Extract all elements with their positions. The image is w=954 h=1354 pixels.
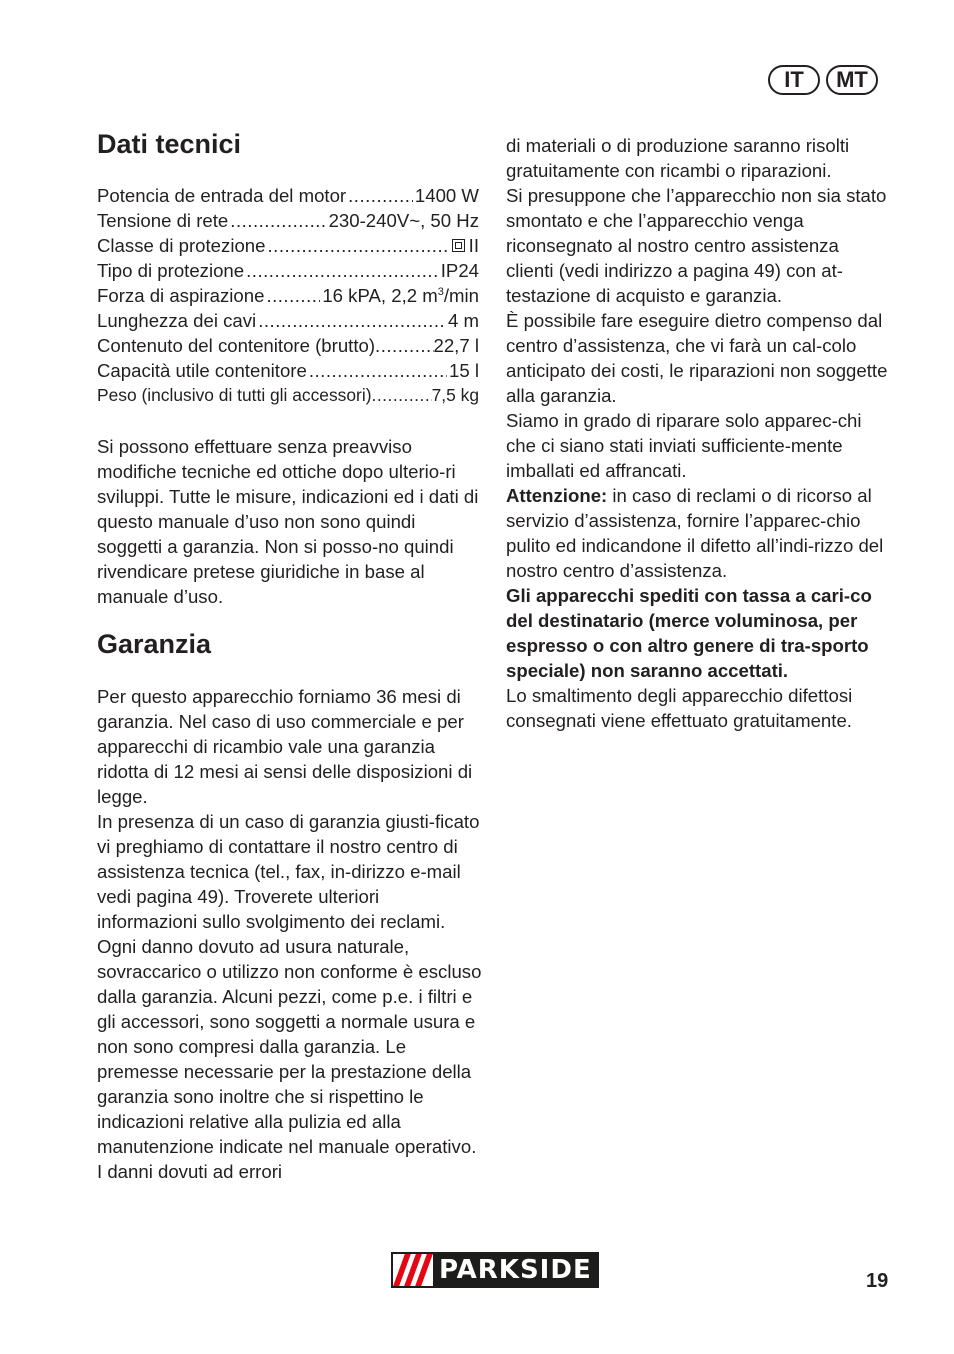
warranty-paragraph: È possibile fare eseguire dietro compenso dal centro d’assistenza, che vi farà un cal-colo anticipato dei costi, le riparazioni non soggette alla garanzia. <box>506 310 888 406</box>
warranty-paragraph: di materiali o di produzione saranno risolti gratuitamente con ricambi o riparazioni. <box>506 135 850 181</box>
spec-label: Lunghezza dei cavi <box>97 310 257 331</box>
spec-label: Tensione di rete <box>97 210 229 231</box>
specs-note: Si possono effettuare senza preavviso modifiche tecniche ed ottiche dopo ulterio-ri sviluppi. Tutte le misure, indicazioni ed i dati di questo manuale d’uso non sono quindi soggetti a garanzia. Non si posso-no quindi rivendicare pretese giuridiche in base al manuale d’uso. <box>97 436 479 607</box>
spec-value: 4 m <box>448 310 479 331</box>
lang-badge-it: IT <box>768 65 820 95</box>
spec-value: 7,5 kg <box>431 385 479 405</box>
brand-name: PARKSIDE <box>439 1255 592 1285</box>
protection-class-icon <box>452 239 465 252</box>
spec-row <box>97 333 479 358</box>
page-number: 19 <box>866 1270 889 1292</box>
specs-table <box>97 183 479 408</box>
spec-value: 15 l <box>449 360 479 381</box>
spec-row <box>97 258 479 283</box>
spec-value: IP24 <box>440 260 479 281</box>
language-tabs <box>768 65 878 95</box>
spec-row <box>97 233 479 258</box>
spec-row <box>97 183 479 208</box>
logo-stripes-icon <box>393 1254 433 1286</box>
warranty-title: Garanzia <box>97 629 212 659</box>
right-column <box>506 133 891 733</box>
warranty-paragraph: In presenza di un caso di garanzia giusti-ficato vi preghiamo di contattare il nostro centro di assistenza tecnica (tel., fax, in-dirizzo e-mail vedi pagina 49). Troverete ulteriori informazioni sullo svolgimento dei reclami. <box>97 811 480 932</box>
specs-title: Dati tecnici <box>97 129 242 159</box>
spec-value: 230-240V~, 50 Hz <box>328 210 479 231</box>
spec-row <box>97 358 479 383</box>
spec-label: Forza di aspirazione <box>97 285 265 306</box>
warranty-paragraph: Si presuppone che l’apparecchio non sia stato smontato e che l’apparecchio venga riconsegnato al nostro centro assistenza clienti (vedi indirizzo a pagina 49) con at-testazione di acquisto e garanzia. <box>506 185 887 306</box>
spec-row <box>97 308 479 333</box>
attention-label: Attenzione: <box>506 485 608 506</box>
spec-label: Potencia de entrada del motor <box>97 185 347 206</box>
lang-badge-mt: MT <box>826 65 878 95</box>
parkside-logo <box>391 1252 599 1288</box>
warranty-bold-notice: Gli apparecchi spediti con tassa a cari-co del destinatario (merce voluminosa, per espresso o con altro genere di tra-sporto speciale) non saranno accettati. <box>506 585 872 681</box>
spec-label: Capacità utile contenitore <box>97 360 307 381</box>
warranty-paragraph: Ogni danno dovuto ad usura naturale, sovraccarico o utilizzo non conforme è escluso dalla garanzia. Alcuni pezzi, come p.e. i filtri e gli accessori, sono soggetti a normale usura e non sono compresi dalla garanzia. Le premesse necessarie per la prestazione della garanzia sono inoltre che si rispettino le indicazioni relative alla pulizia ed alla manutenzione indicate nel manuale operativo. I danni dovuti ad errori <box>97 936 482 1182</box>
spec-row <box>97 283 479 308</box>
warranty-paragraph: Per questo apparecchio forniamo 36 mesi di garanzia. Nel caso di uso commerciale e per apparecchi di ricambio vale una garanzia ridotta di 12 mesi ai sensi delle disposizioni di legge. <box>97 686 473 807</box>
spec-row <box>97 208 479 233</box>
warranty-left-text <box>97 684 482 1184</box>
spec-value: 22,7 l <box>433 335 479 356</box>
spec-label: Contenuto del contenitore (brutto) <box>97 335 376 356</box>
spec-value: 16 kPA, 2,2 $m^3/\min$ <box>322 285 479 306</box>
warranty-paragraph: Lo smaltimento degli apparecchio difettosi consegnati viene effettuato gratuitamente. <box>506 685 853 731</box>
spec-label: Classe di protezione <box>97 235 266 256</box>
warranty-paragraph: Siamo in grado di riparare solo apparec-chi che ci siano stati inviati sufficiente-mente imballati ed affrancati. <box>506 410 862 481</box>
warranty-paragraph: Attenzione: in caso di reclami o di ricorso al servizio d’assistenza, fornire l’apparec-chio pulito ed indicandone il difetto all’indi-rizzo del nostro centro d’assistenza. <box>506 485 884 581</box>
spec-value: 1400 W <box>414 185 479 206</box>
spec-row <box>97 383 479 408</box>
spec-value: II <box>468 235 479 256</box>
spec-label: Peso (inclusivo di tutti gli accessori) <box>97 385 372 405</box>
spec-label: Tipo di protezione <box>97 260 245 281</box>
